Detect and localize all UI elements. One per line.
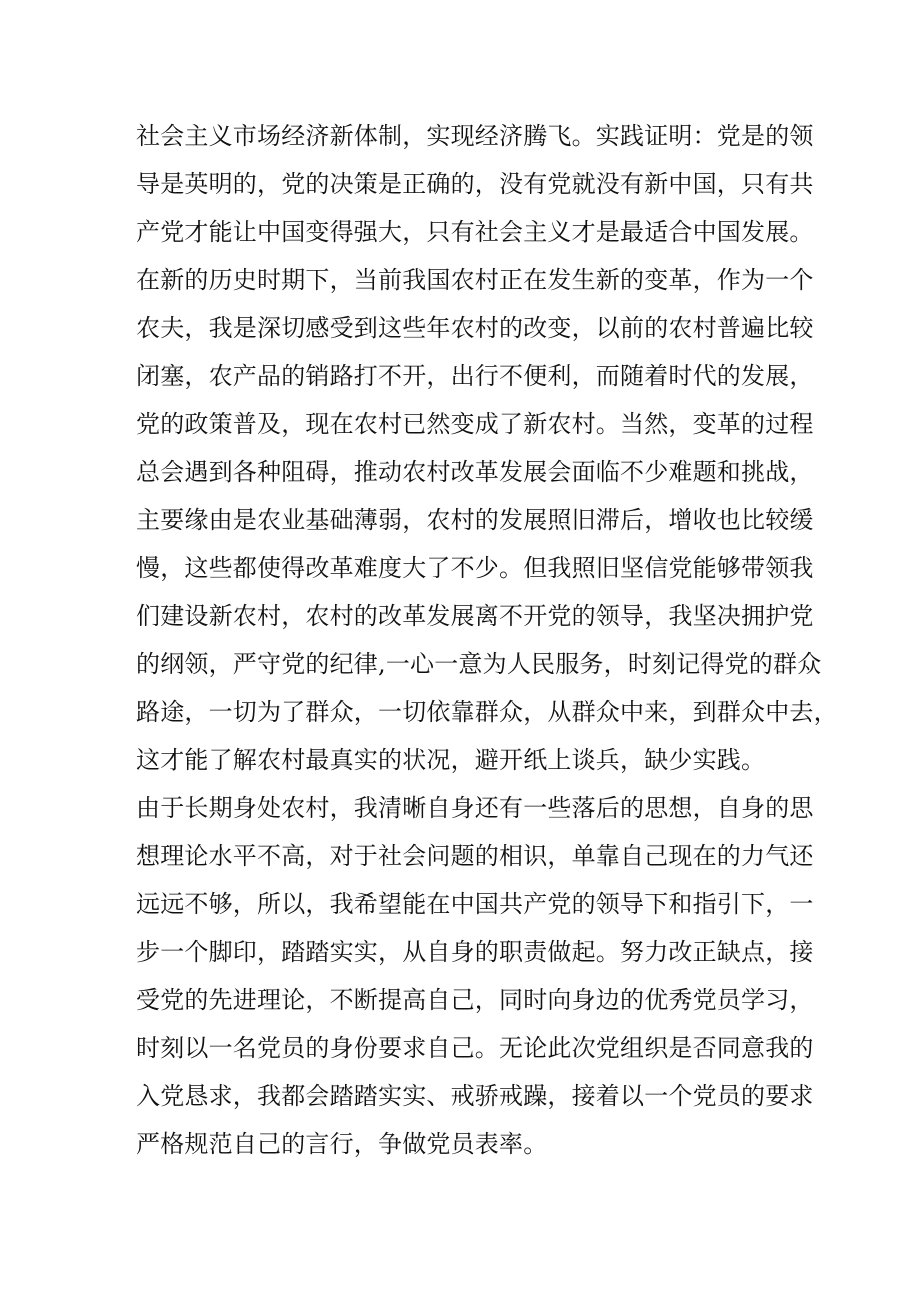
text-line: 导是英明的，党的决策是正确的，没有党就没有新中国，只有共 (136, 170, 814, 198)
text-line: 闭塞，农产品的销路打不开，出行不便利，而随着时代的发展， (136, 362, 814, 390)
text-line: 路途，一切为了群众，一切依靠群众，从群众中来，到群众中去， (136, 698, 838, 726)
text-line: 的纲领，严守党的纪律,一心一意为人民服务，时刻记得党的群众 (136, 650, 822, 678)
text-line: 慢，这些都使得改革难度大了不少。但我照旧坚信党能够带领我 (136, 554, 814, 582)
text-line: 总会遇到各种阻碍，推动农村改革发展会面临不少难题和挑战， (136, 458, 814, 486)
text-line: 社会主义市场经济新体制，实现经济腾飞。实践证明：党是的领 (136, 122, 814, 150)
text-line: 主要缘由是农业基础薄弱，农村的发展照旧滞后，增收也比较缓 (136, 506, 814, 534)
paragraph-1 (136, 112, 816, 256)
text-line: 入党恳求，我都会踏踏实实、戒骄戒躁，接着以一个党员的要求 (136, 1082, 814, 1110)
document-body (136, 112, 838, 1168)
text-line: 在新的历史时期下，当前我国农村正在发生新的变革，作为一个 (136, 266, 814, 294)
text-line: 时刻以一名党员的身份要求自己。无论此次党组织是否同意我的 (136, 1034, 814, 1062)
text-line: 想理论水平不高，对于社会问题的相识，单靠自己现在的力气还 (136, 842, 814, 870)
text-line: 步一个脚印，踏踏实实，从自身的职责做起。努力改正缺点，接 (136, 938, 814, 966)
paragraph-2 (136, 256, 838, 784)
paragraph-3 (136, 784, 816, 1168)
text-line: 受党的先进理论，不断提高自己，同时向身边的优秀党员学习， (136, 986, 814, 1014)
text-line: 们建设新农村，农村的改革发展离不开党的领导，我坚决拥护党 (136, 602, 814, 630)
text-line: 远远不够，所以，我希望能在中国共产党的领导下和指引下，一 (136, 890, 814, 918)
text-line: 产党才能让中国变得强大，只有社会主义才是最适合中国发展。 (136, 218, 814, 246)
text-line: 这才能了解农村最真实的状况，避开纸上谈兵，缺少实践。 (136, 746, 766, 774)
text-line: 由于长期身处农村，我清晰自身还有一些落后的思想，自身的思 (136, 794, 814, 822)
text-line: 严格规范自己的言行，争做党员表率。 (136, 1130, 548, 1158)
text-line: 农夫，我是深切感受到这些年农村的改变，以前的农村普遍比较 (136, 314, 814, 342)
text-line: 党的政策普及，现在农村已然变成了新农村。当然，变革的过程 (136, 410, 814, 438)
